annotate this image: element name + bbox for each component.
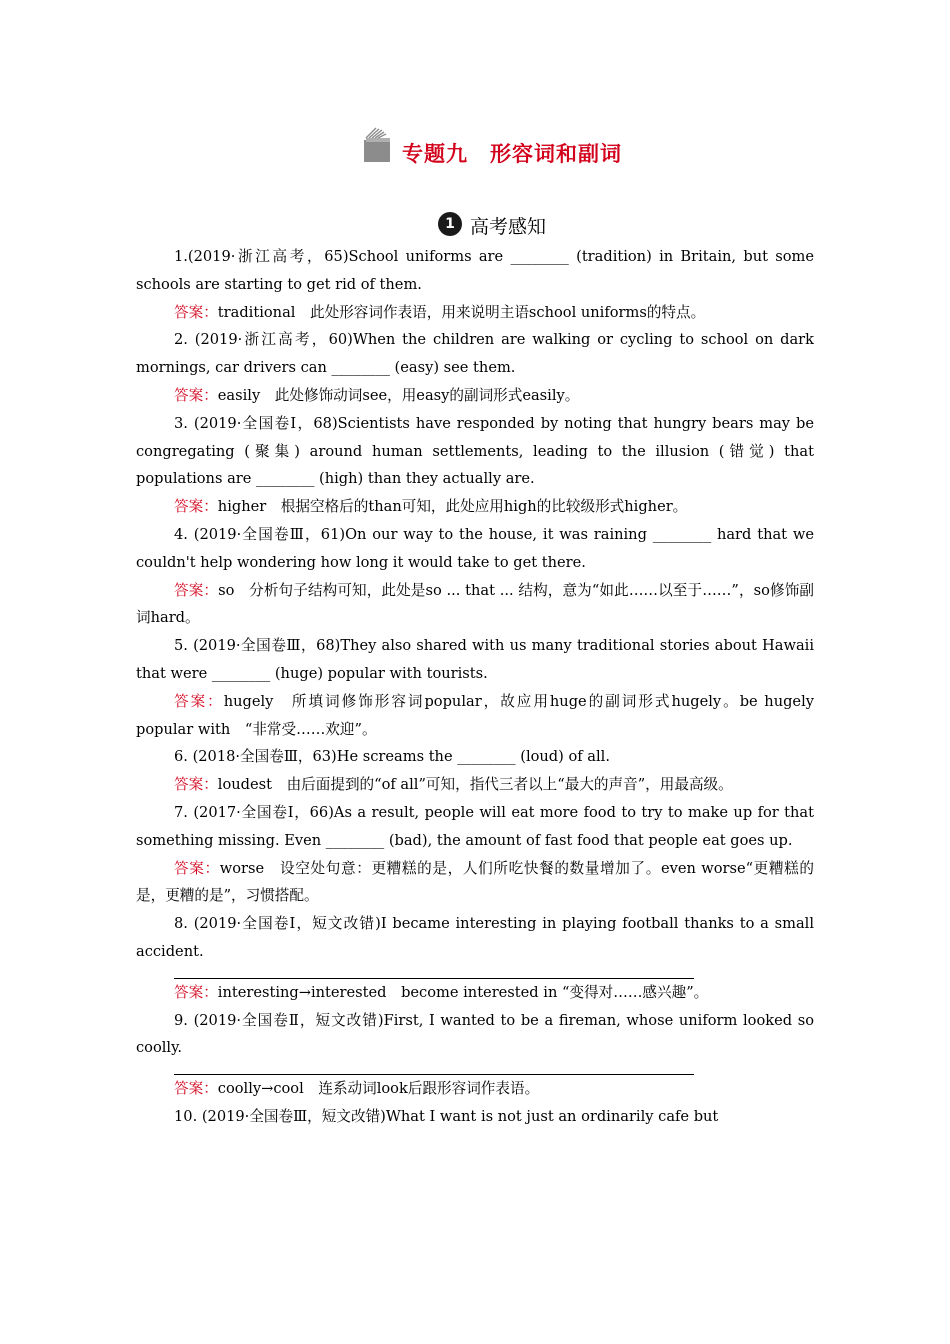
question-text: 3. (2019·全国卷Ⅰ，68)Scientists have responded by noting that hungry bears may be congregating (聚集) around human settlements, leading to the illusion (错觉) that populations are ________ (high) than they actually are. <box>136 414 814 488</box>
answer-label: 答案： <box>174 692 224 710</box>
answer-label: 答案： <box>174 498 218 516</box>
question-text: 10. (2019·全国卷Ⅲ，短文改错)What I want is not just an ordinarily cafe but <box>174 1107 719 1125</box>
question-text: 7. (2017·全国卷Ⅰ，66)As a result, people will eat more food to try to make up for that something missing. Even ________ (bad), the amount of fast food that people eat goes up. <box>136 803 814 849</box>
answer-body: worse 设空处句意：更糟糕的是，人们所吃快餐的数量增加了。even worse“更糟糕的是，更糟的是”，习惯搭配。 <box>136 859 814 905</box>
answer-text <box>136 577 814 633</box>
answer-text <box>136 855 814 911</box>
answer-body: loudest 由后面提到的“of all”可知，指代三者以上“最大的声音”，用最高级。 <box>217 776 733 794</box>
answer-label: 答案： <box>174 983 218 1001</box>
title-row <box>0 122 950 172</box>
answer-body: interesting→interested become interested in “变得对……感兴趣”。 <box>217 983 709 1001</box>
question-text: 9. (2019·全国卷Ⅱ，短文改错)First, I wanted to be a fireman, whose uniform looked so coolly. <box>136 1011 814 1057</box>
question-text: 8. (2019·全国卷Ⅰ，短文改错)I became interesting in playing football thanks to a small accident. <box>136 915 814 960</box>
answer-body: easily 此处修饰动词see，用easy的副词形式easily。 <box>217 386 580 404</box>
answer-body: hugely 所填词修饰形容词popular，故应用huge的副词形式hugely。be hugely popular with “非常受……欢迎”。 <box>136 692 814 738</box>
question-text: 4. (2019·全国卷Ⅲ，61)On our way to the house, it was raining ________ hard that we couldn't help wondering how long it would take to get there. <box>136 525 814 571</box>
answer-text <box>136 493 814 521</box>
answer-text <box>136 771 814 799</box>
answer-body: higher 根据空格后的than可知，此处应用high的比较级形式higher。 <box>217 498 688 516</box>
answer-body: traditional 此处形容词作表语，用来说明主语school uniforms的特点。 <box>217 303 706 321</box>
answer-label: 答案： <box>174 303 218 321</box>
section-label: 高考感知 <box>470 216 547 238</box>
answer-label: 答案： <box>174 859 220 877</box>
answer-text <box>136 688 814 744</box>
question-list <box>136 243 814 1131</box>
question-text: 1.(2019·浙江高考，65)School uniforms are ________ (tradition) in Britain, but some schools are starting to get rid of them. <box>136 248 814 293</box>
answer-text <box>136 1075 814 1103</box>
section-number-badge: 1 <box>438 212 462 236</box>
answer-label: 答案： <box>174 1080 218 1098</box>
question-text: 2. (2019·浙江高考，60)When the children are walking or cycling to school on dark mornings, car drivers can ________ (easy) see them. <box>136 331 814 377</box>
answer-text <box>136 979 814 1007</box>
answer-body: so 分析句子结构可知，此处是so ... that ... 结构，意为“如此……以至于……”，so修饰副词hard。 <box>136 581 814 627</box>
page-title: 专题九 形容词和副词 <box>402 142 622 166</box>
answer-text <box>136 382 814 410</box>
answer-label: 答案： <box>174 776 218 794</box>
answer-text <box>136 299 814 327</box>
question-text: 5. (2019·全国卷Ⅲ，68)They also shared with us many traditional stories about Hawaii that were ________ (huge) popular with tourists. <box>136 637 814 682</box>
question-text: 6. (2018·全国卷Ⅲ，63)He screams the ________ (loud) of all. <box>174 748 610 766</box>
book-icon <box>362 126 392 164</box>
answer-body: coolly→cool 连系动词look后跟形容词作表语。 <box>217 1080 540 1098</box>
answer-label: 答案： <box>174 386 218 404</box>
answer-label: 答案： <box>174 581 219 599</box>
